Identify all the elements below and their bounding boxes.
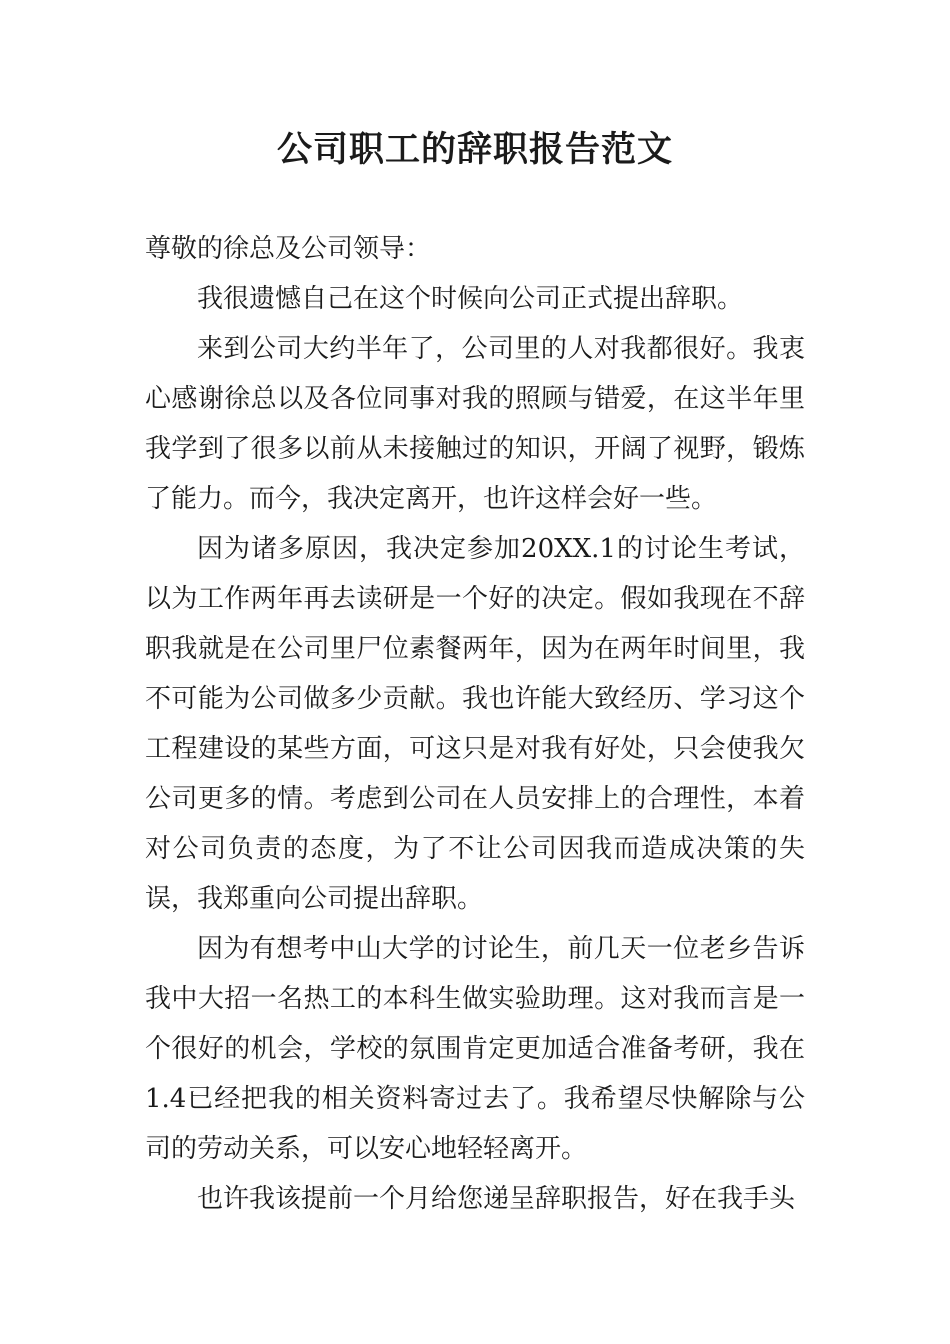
document-body [145, 224, 805, 1224]
paragraph-3: 因为诸多原因，我决定参加20XX.1的讨论生考试，以为工作两年再去读研是一个好的决定。假如我现在不辞职我就是在公司里尸位素餐两年，因为在两年时间里，我不可能为公司做多少贡献。我也许能大致经历、学习这个工程建设的某些方面，可这只是对我有好处，只会使我欠公司更多的情。考虑到公司在人员安排上的合理性，本着对公司负责的态度，为了不让公司因我而造成决策的失误，我郑重向公司提出辞职。 [145, 534, 805, 914]
document-title: 公司职工的辞职报告范文 [276, 129, 673, 170]
paragraph-1: 我很遗憾自己在这个时候向公司正式提出辞职。 [197, 284, 744, 314]
paragraph-2: 来到公司大约半年了，公司里的人对我都很好。我衷心感谢徐总以及各位同事对我的照顾与错爱，在这半年里我学到了很多以前从未接触过的知识，开阔了视野，锻炼了能力。而今，我决定离开，也许这样会好一些。 [145, 334, 805, 514]
paragraph-5: 也许我该提前一个月给您递呈辞职报告，好在我手头 [197, 1184, 796, 1214]
salutation: 尊敬的徐总及公司领导： [145, 234, 432, 264]
paragraph-4: 因为有想考中山大学的讨论生，前几天一位老乡告诉我中大招一名热工的本科生做实验助理。这对我而言是一个很好的机会，学校的氛围肯定更加适合准备考研，我在1.4已经把我的相关资料寄过去了。我希望尽快解除与公司的劳动关系，可以安心地轻轻离开。 [145, 934, 805, 1164]
